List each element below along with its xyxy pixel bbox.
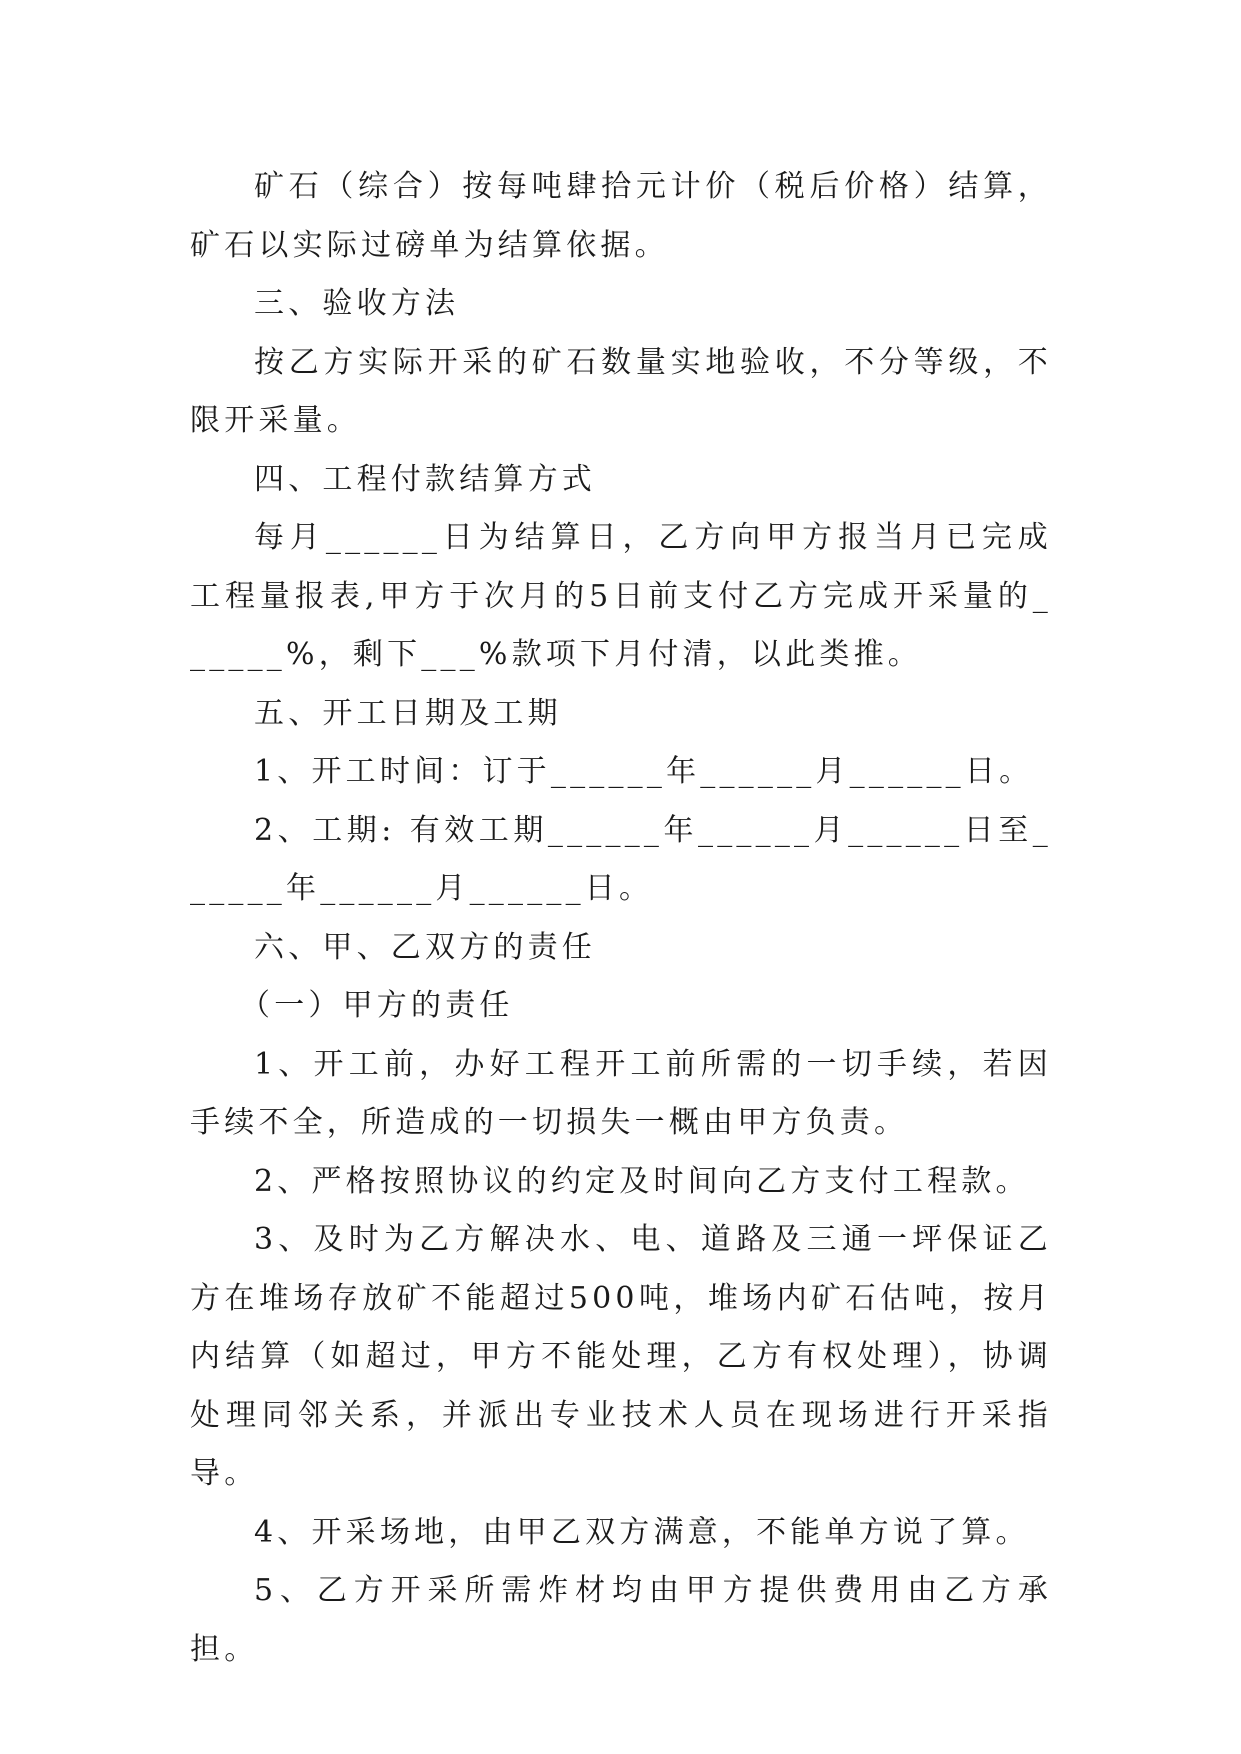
paragraph-start-time: 1、开工时间：订于______年______月______日。 (254, 754, 1034, 789)
paragraph-party-a-item-2: 2、严格按照协议的约定及时间向乙方支付工程款。 (254, 1163, 1030, 1199)
heading-payment-method: 四、工程付款结算方式 (254, 461, 596, 497)
paragraph-party-a-item-5: 5、乙方开采所需炸材均由甲方提供费用由乙方承担。 (190, 1573, 1052, 1667)
document-body (190, 158, 1052, 1679)
heading-acceptance-method: 三、验收方法 (254, 286, 460, 321)
paragraph-acceptance-method: 按乙方实际开采的矿石数量实地验收，不分等级，不限开采量。 (190, 344, 1052, 438)
paragraph-ore-price: 矿石（综合）按每吨肆拾元计价（税后价格）结算，矿石以实际过磅单为结算依据。 (190, 169, 1052, 263)
heading-start-date-and-duration: 五、开工日期及工期 (254, 695, 562, 731)
paragraph-duration: 2、工期: 有效工期______年______月______日至______年______月______日。 (190, 812, 1052, 906)
heading-party-a-responsibilities: （一）甲方的责任 (240, 988, 514, 1023)
heading-responsibilities: 六、甲、乙双方的责任 (254, 929, 596, 965)
paragraph-payment-method: 每月______日为结算日，乙方向甲方报当月已完成工程量报表,甲方于次月的5日前支付乙方完成开采量的______%，剩下___%款项下月付清，以此类推。 (190, 520, 1052, 672)
paragraph-party-a-item-1: 1、开工前，办好工程开工前所需的一切手续，若因手续不全，所造成的一切损失一概由甲方负责。 (190, 1046, 1052, 1140)
paragraph-party-a-item-4: 4、开采场地，由甲乙双方满意，不能单方说了算。 (254, 1514, 1030, 1550)
paragraph-party-a-item-3: 3、及时为乙方解决水、电、道路及三通一坪保证乙方在堆场存放矿不能超过500吨，堆场内矿石估吨，按月内结算（如超过，甲方不能处理，乙方有权处理），协调处理同邻关系，并派出专业技术人员在现场进行开采指导。 (190, 1222, 1052, 1491)
